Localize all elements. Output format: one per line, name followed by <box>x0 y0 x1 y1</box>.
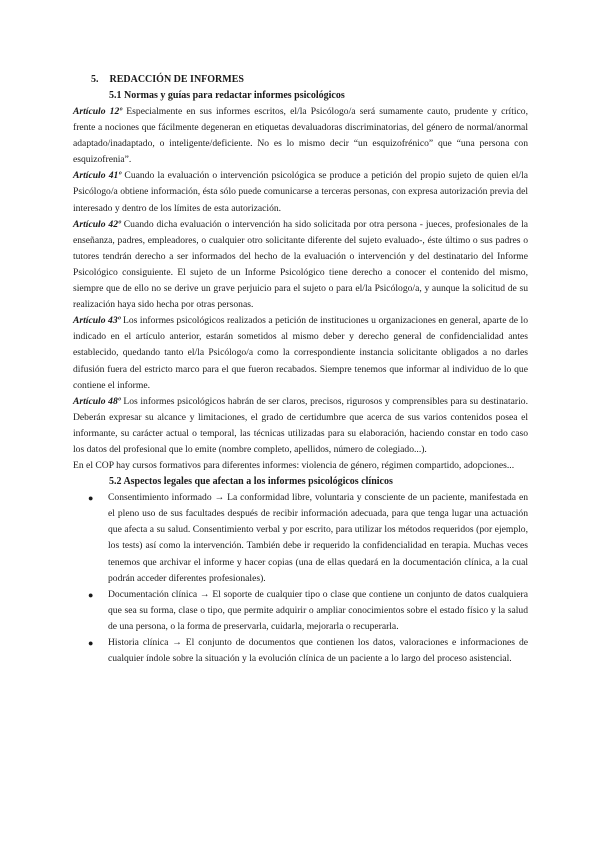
bullet-icon: ● <box>88 493 94 504</box>
article-text: Los informes psicológicos realizados a petición de instituciones u organizaciones en general, aparte de lo indicado en el artículo anterior, estarán sometidos al mismo deber y derecho general de confidencialidad antes establecido, quedando tanto el/la Psicólogo/a como la correspondiente instancia solicitante obligados a no darles difusión fuera del estricto marco para el que fueron recabados. Siempre tenemos que informar al individuo de lo que contiene el informe. <box>73 315 528 391</box>
section-number: 5. <box>91 74 99 85</box>
article-label: Artículo 42º <box>73 218 121 230</box>
article-label: Artículo 41º <box>73 170 122 182</box>
subsection-heading-5-1: 5.1 Normas y guías para redactar informes psicológicos <box>109 90 345 101</box>
list-item-text: Historia clínica → El conjunto de documentos que contienen los datos, valoraciones e informaciones de cualquier índole sobre la situación y la evolución clínica de un paciente a lo largo del proceso asistencial. <box>108 637 528 665</box>
article-42 <box>73 217 528 314</box>
article-text: Especialmente en sus informes escritos, el/la Psicólogo/a será sumamente cauto, prudente y crítico, frente a nociones que fácilmente degeneran en etiquetas devaluadoras discriminatorias, del género de normal/anormal adaptado/inadaptado, o inteligente/deficiente. No es lo mismo decir “un esquizofrénico” que “una persona con esquizofrenia”. <box>73 106 528 166</box>
list-item <box>73 635 528 667</box>
list-item <box>73 490 528 587</box>
list-item-text: Documentación clínica → El soporte de cualquier tipo o clase que contiene un conjunto de datos cualquiera que sea su forma, clase o tipo, que permite adquirir o ampliar conocimientos sobre el estado físico y la salud de una persona, o la forma de preservarla, cuidarla, mejorarla o recuperarla. <box>108 588 528 632</box>
article-text: Cuando la evaluación o intervención psicológica se produce a petición del propio sujeto de quien el/la Psicólogo/a obtiene información, ésta sólo puede comunicarse a terceras personas, con expresa autorización previa del interesado y dentro de los límites de esta autorización. <box>73 170 528 214</box>
list-item <box>73 587 528 635</box>
article-43 <box>73 313 528 393</box>
article-label: Artículo 43º <box>73 315 121 327</box>
article-48 <box>73 394 528 458</box>
article-text: Los informes psicológicos habrán de ser claros, precisos, rigurosos y comprensibles para su destinatario. Deberán expresar su alcance y limitaciones, el grado de certidumbre que acerca de sus varios contenidos posea el informante, su carácter actual o temporal, las técnicas utilizadas para su elaboración, haciendo constar en todo caso los datos del profesional que lo emite (nombre completo, apellidos, número de colegiado...). <box>73 395 528 455</box>
article-41 <box>73 168 528 216</box>
section-title: REDACCIÓN DE INFORMES <box>109 74 244 85</box>
bullet-icon: ● <box>88 589 94 600</box>
legal-aspects-list <box>73 490 528 667</box>
document-page <box>73 72 528 667</box>
article-label: Artículo 48º <box>73 395 121 407</box>
cop-note: En el COP hay cursos formativos para diferentes informes: violencia de género, régimen compartido, adopciones... <box>73 460 515 472</box>
subsection-heading-5-2: 5.2 Aspectos legales que afectan a los informes psicológicos clínicos <box>109 476 393 488</box>
bullet-icon: ● <box>88 638 94 648</box>
article-label: Artículo 12º <box>73 106 123 117</box>
article-text: Cuando dicha evaluación o intervención ha sido solicitada por otra persona - jueces, profesionales de la enseñanza, padres, empleadores, o cualquier otro solicitante diferente del sujeto evaluado-, éste último o sus padres o tutores tendrán derecho a ser informados del hecho de la evaluación o intervención y del destinatario del Informe Psicológico consiguiente. El sujeto de un Informe Psicológico tiene derecho a conocer el contenido del mismo, siempre que de ello no se derive un grave perjuicio para el sujeto o para el/la Psicólogo/a, y aunque la solicitud de su realización haya sido hecha por otras personas. <box>73 218 528 311</box>
section-heading <box>91 72 528 88</box>
list-item-text: Consentimiento informado → La conformidad libre, voluntaria y consciente de un paciente, manifestada en el pleno uso de sus facultades después de recibir información adecuada, para que tenga lugar una actuación que afecta a su salud. Consentimiento verbal y por escrito, para utilizar los métodos requeridos (por ejemplo, los tests) así como la intervención. También debe ir requerido la confidencialidad en terapia. Muchas veces tenemos que archivar el informe y hacer copias (una de ellas quedará en la documentación clínica, a la cual podrán acceder diferentes profesionales). <box>108 492 528 584</box>
article-12 <box>73 104 528 168</box>
